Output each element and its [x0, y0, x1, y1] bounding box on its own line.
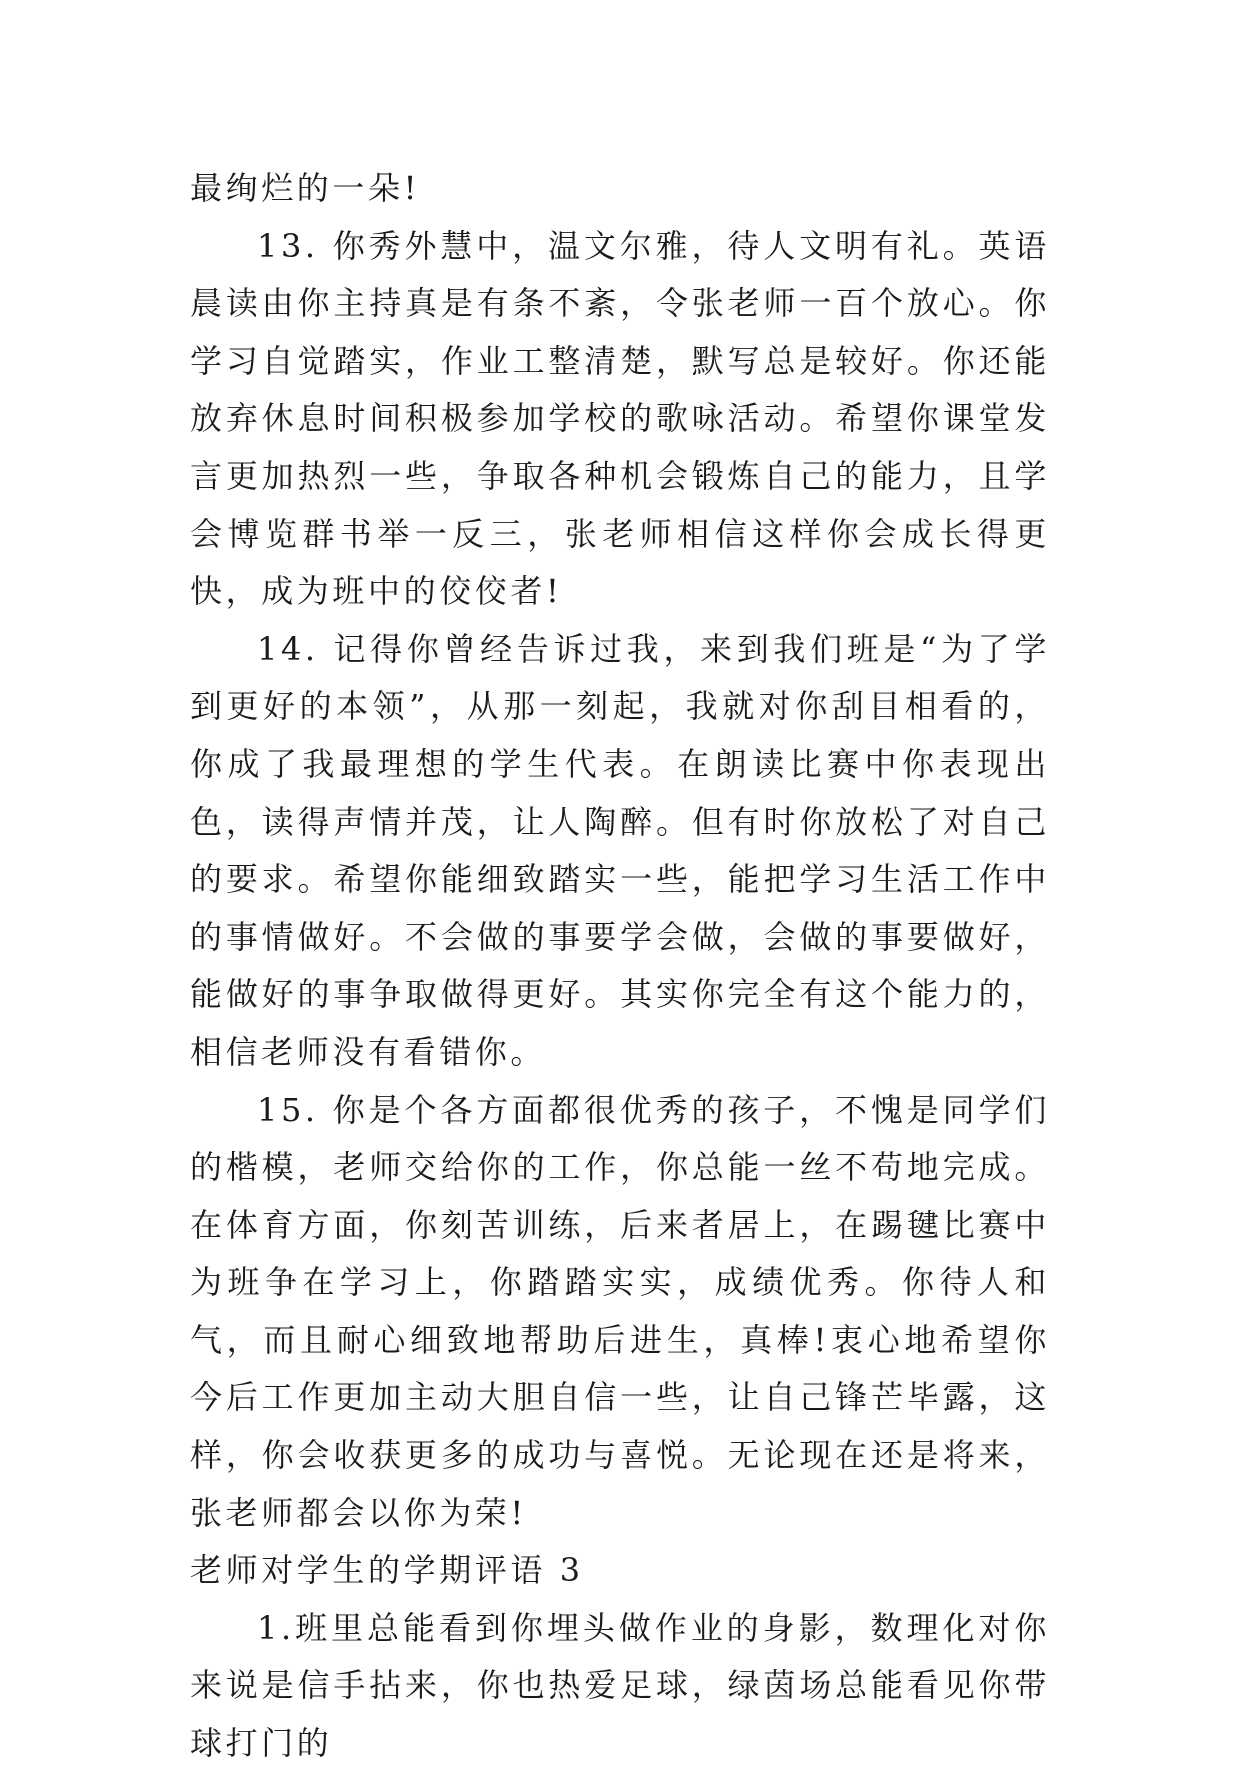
paragraph-continuation: 最绚烂的一朵! — [190, 169, 421, 207]
paragraph-13: 13. 你秀外慧中，温文尔雅，待人文明有礼。英语晨读由你主持真是有条不紊，令张老师一百个放心。你学习自觉踏实，作业工整清楚，默写总是较好。你还能放弃休息时间积极参加学校的歌咏活动。希望你课堂发言更加热烈一些，争取各种机会锻炼自己的能力，且学会博览群书举一反三，张老师相信这样你会成长得更快，成为班中的佼佼者! — [190, 226, 1050, 611]
paragraph-15: 15. 你是个各方面都很优秀的孩子，不愧是同学们的楷模，老师交给你的工作，你总能一丝不苟地完成。在体育方面，你刻苦训练，后来者居上，在踢毽比赛中为班争在学习上，你踏踏实实，成绩优秀。你待人和气，而且耐心细致地帮助后进生，真棒!衷心地希望你今后工作更加主动大胆自信一些，让自己锋芒毕露，这样，你会收获更多的成功与喜悦。无论现在还是将来，张老师都会以你为荣! — [190, 1090, 1050, 1532]
section-heading: 老师对学生的学期评语 3 — [190, 1551, 584, 1590]
paragraph-14: 14. 记得你曾经告诉过我，来到我们班是“为了学到更好的本领”，从那一刻起，我就对你刮目相看的，你成了我最理想的学生代表。在朗读比赛中你表现出色，读得声情并茂，让人陶醉。但有时你放松了对自己的要求。希望你能细致踏实一些，能把学习生活工作中的事情做好。不会做的事要学会做，会做的事要做好，能做好的事争取做得更好。其实你完全有这个能力的，相信老师没有看错你。 — [190, 629, 1050, 1071]
section-paragraph-1: 1.班里总能看到你埋头做作业的身影，数理化对你来说是信手拈来，你也热爱足球，绿茵场总能看见你带球打门的 — [190, 1608, 1050, 1763]
document-page — [190, 160, 1050, 1773]
